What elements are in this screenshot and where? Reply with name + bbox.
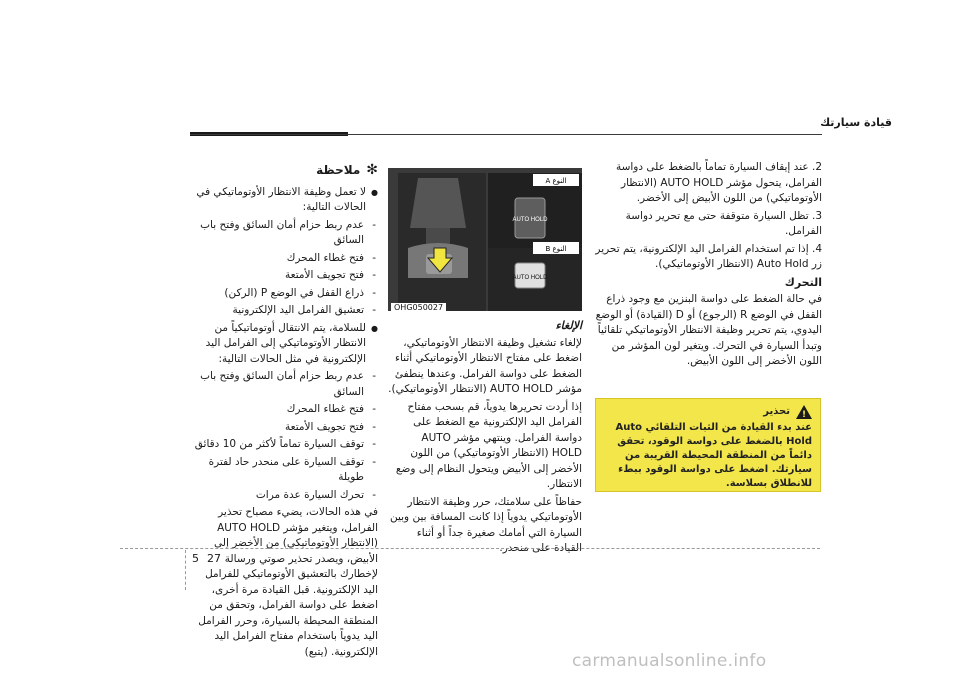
notes-closing: في هذه الحالات، يضيء مصباح تحذير الفرامل، ويتغير مؤشر AUTO HOLD (الانتظار الأوتوماتيكي) من الأخضر إلى الأبيض، ويصدر تحذير صوتي ورسالة لإخطارك بالتعشيق الأوتوماتيكي للفرامل اليد الإلكترونية. قبل القيادة مرة أخرى، اضغط على دواسة الفرامل، وتحقق من المنطقة المحيطة بالسيارة، وحرر الفرامل اليد يدوياً باستخدام مفتاح الفرامل اليد الإلكترونية. (يتبع)	[198, 506, 378, 658]
cancel-title: الإلغاء	[555, 319, 582, 332]
note-bullet: ● للسلامة، يتم الانتقال أوتوماتيكياً من الانتظار الأوتوماتيكي إلى الفرامل اليد الإلكترونية في مثل الحالات التالية:	[190, 321, 378, 368]
page-number-value: 27	[207, 552, 221, 565]
page-number-separator	[185, 550, 187, 590]
cancel-paragraph: لإلغاء تشغيل وظيفة الانتظار الأوتوماتيكي، اضغط على مفتاح الانتظار الأوتوماتيكي أثناء الضغط على دواسة الفرامل. وعندها ينطفئ مؤشر AUTO HOLD (الانتظار الأوتوماتيكي).	[388, 336, 582, 395]
cancel-paragraph: حفاظاً على سلامتك، حرر وظيفة الانتظار الأوتوماتيكي يدوياً إذا كانت المسافة بين وبين السيارة التي أمامك صغيرة جداً أو أثناء القيادة على منحدر.	[389, 495, 582, 554]
start-heading: التحرك	[784, 275, 822, 289]
auto-hold-button-b: AUTO HOLD	[512, 275, 548, 281]
photo-code: OHG050027	[391, 303, 446, 312]
notes-title: ملاحظة	[316, 163, 361, 177]
step-3: 3. تظل السيارة متوقفة حتى مع تحرير دواسة الفرامل.	[625, 209, 822, 237]
warning-box	[595, 398, 821, 492]
console-illustration	[388, 168, 582, 311]
note-list-item: - تعشيق الفرامل اليد الإلكترونية	[190, 303, 378, 319]
note-list-item: - عدم ربط حزام أمان السائق وفتح باب السائق	[190, 369, 378, 400]
type-a-label: النوع A	[545, 177, 567, 185]
notes-header	[190, 163, 378, 179]
note-list-item: - توقف السيارة تماماً لأكثر من 10 دقائق	[190, 437, 378, 453]
note-list-item: - تحرك السيارة عدة مرات	[190, 488, 378, 504]
star-icon: ✻	[366, 162, 378, 178]
note-list-item: - فتح تجويف الأمتعة	[190, 420, 378, 436]
warning-icon: !	[796, 405, 812, 419]
note-list-item: - فتح غطاء المحرك	[190, 402, 378, 418]
watermark: carmanualsonline.info	[572, 651, 767, 671]
cancel-section	[388, 318, 582, 559]
steps-column	[592, 160, 822, 372]
page-number	[192, 552, 221, 565]
chapter-number: 5	[192, 552, 199, 565]
step-2: 2. عند إيقاف السيارة تماماً بالضغط على دواسة الفرامل، يتحول مؤشر AUTO HOLD (الانتظار الأوتوماتيكي) من اللون الأبيض إلى الأخضر.	[615, 161, 822, 204]
header-rule	[190, 134, 822, 135]
note-list-item: - توقف السيارة على منحدر حاد لفترة طويلة	[190, 455, 378, 486]
note-list-item: - عدم ربط حزام أمان السائق وفتح باب السائق	[190, 218, 378, 249]
warning-header	[604, 405, 812, 419]
notes-column	[190, 163, 378, 662]
auto-hold-button-a: AUTO HOLD	[512, 217, 548, 223]
note-bullet: ● لا تعمل وظيفة الانتظار الأوتوماتيكي في الحالات التالية:	[190, 185, 378, 216]
footer-rule	[120, 548, 820, 549]
note-list-item: - ذراع القفل في الوضع P (الركن)	[190, 286, 378, 302]
type-b-label: النوع B	[545, 245, 567, 253]
note-list-item: - فتح غطاء المحرك	[190, 251, 378, 267]
warning-text: عند بدء القيادة من الثبات التلقائي Auto Hold بالضغط على دواسة الوقود، تحقق دائماً من المنطقة المحيطة القريبة من سيارتك. اضغط على دواسة الوقود ببطء للانطلاق بسلاسة.	[615, 422, 812, 489]
section-title: قيادة سيارتك	[820, 116, 892, 129]
note-list-item: - فتح تجويف الأمتعة	[190, 268, 378, 284]
console-photo	[388, 168, 582, 311]
start-text: في حالة الضغط على دواسة البنزين مع وجود ذراع القفل في الوضع R (الرجوع) أو D (القيادة) أو الوضع اليدوي، يتم تحرير وظيفة الانتظار الأوتوماتيكي تلقائياً وتبدأ السيارة في التحرك. ويتغير لون المؤشر من اللون الأخضر إلى اللون الأبيض.	[595, 293, 822, 367]
step-4: 4. إذا تم استخدام الفرامل اليد الإلكترونية، يتم تحرير زر Auto Hold (الانتظار الأوتوماتيكي).	[595, 242, 822, 270]
warning-title: تحذير	[763, 406, 790, 417]
cancel-paragraph: إذا أردت تحريرها يدوياً، قم بسحب مفتاح الفرامل اليد الإلكترونية مع الضغط على دواسة الفرامل. وينتهي مؤشر AUTO HOLD (الانتظار الأوتوماتيكي) من اللون الأخضر إلى الأبيض ويتحول النظام إلى وضع الانتظار.	[395, 400, 582, 490]
